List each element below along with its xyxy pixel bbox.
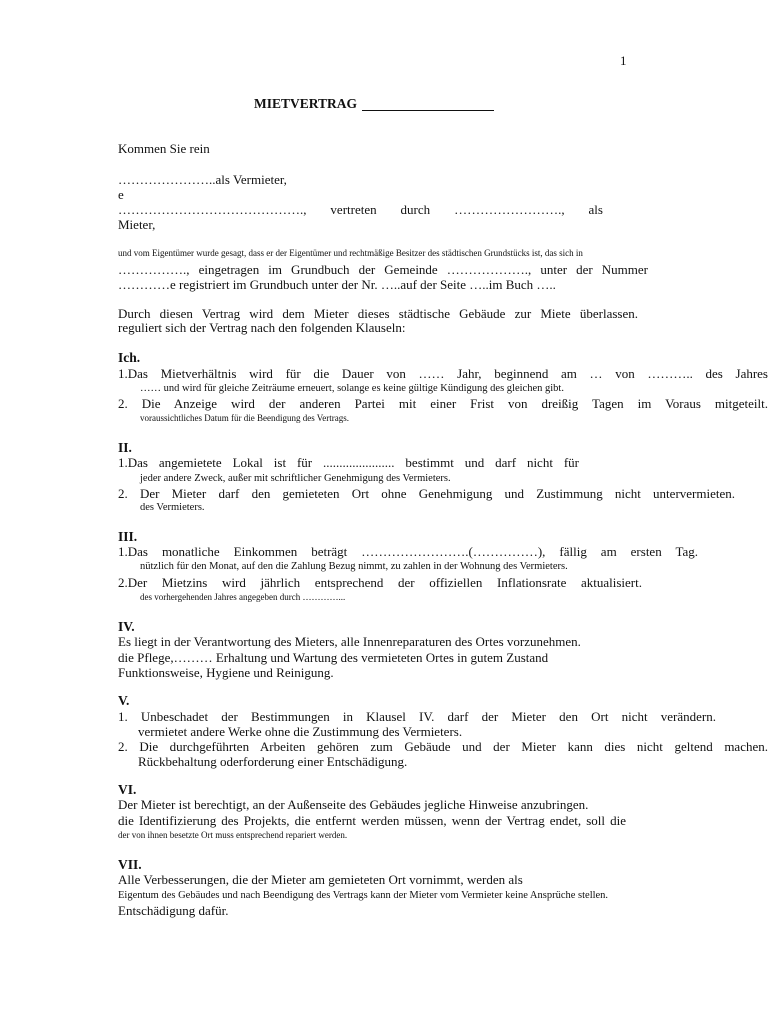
clause-6-line-1: Der Mieter ist berechtigt, an der Außenseite des Gebäudes jegliche Hinweise anzubringen. <box>118 797 589 812</box>
clause-5-line-4: Rückbehaltung oderforderung einer Entschädigung. <box>138 754 408 769</box>
clause-1-line-4: voraussichtliches Datum für die Beendigung des Vertrags. <box>140 413 350 423</box>
landlord-line: …………………..als Vermieter, <box>118 172 287 187</box>
clause-4-line-1: Es liegt in der Verantwortung des Mieters, alle Innenreparaturen des Ortes vorzunehmen. <box>118 634 581 649</box>
clause-2-line-3: 2. Der Mieter darf den gemieteten Ort ohne Genehmigung und Zustimmung nicht untervermieten. <box>118 486 735 501</box>
clause-2-line-4: des Vermieters. <box>140 502 205 513</box>
clause-2-heading: II. <box>118 440 132 455</box>
clause-3-line-3: 2.Der Mietzins wird jährlich entsprechend der offiziellen Inflationsrate aktualisiert. <box>118 575 642 590</box>
clause-5-heading: V. <box>118 693 130 708</box>
intro-line: Kommen Sie rein <box>118 141 210 156</box>
clause-6-line-2: die Identifizierung des Projekts, die entfernt werden müssen, wenn der Vertrag endet, soll die <box>118 813 626 828</box>
clause-7-line-3: Entschädigung dafür. <box>118 903 229 918</box>
by-word: durch <box>400 202 431 217</box>
page-number: 1 <box>620 53 627 68</box>
owner-statement: und vom Eigentümer wurde gesagt, dass er der Eigentümer und rechtmäßige Besitzer des städtischen Grundstücks ist, das sich in <box>118 248 583 258</box>
clause-4-line-3: Funktionsweise, Hygiene und Reinigung. <box>118 665 334 680</box>
clause-7-line-1: Alle Verbesserungen, die der Mieter am gemieteten Ort vornimmt, werden als <box>118 872 523 887</box>
rep-dots: ……………………., <box>454 202 565 217</box>
clause-3-line-2: nützlich für den Monat, auf den die Zahlung Bezug nimmt, zu zahlen in der Wohnung des Vermieters. <box>140 561 568 572</box>
title-underline <box>362 110 494 111</box>
clause-7-heading: VII. <box>118 857 142 872</box>
clause-5-line-1: 1. Unbeschadet der Bestimmungen in Klausel IV. darf der Mieter den Ort nicht verändern. <box>118 709 716 724</box>
clause-5-line-3: 2. Die durchgeführten Arbeiten gehören zum Gebäude und der Mieter kann dies nicht geltend machen. <box>118 739 768 754</box>
registry-line-2: …………e registriert im Grundbuch unter der Nr. …..auf der Seite …..im Buch ….. <box>118 277 556 292</box>
clause-2-line-1: 1.Das angemietete Lokal ist für ...................... bestimmt und darf nicht für <box>118 455 579 470</box>
clause-1-line-1: 1.Das Mietverhältnis wird für die Dauer von …… Jahr, beginnend am … von ……….. des Jahres <box>118 366 768 381</box>
clause-1-line-3: 2. Die Anzeige wird der anderen Partei mit einer Frist von dreißig Tagen im Voraus mitgeteilt. <box>118 396 768 411</box>
tenant-dots: ……………………………………., <box>118 202 307 217</box>
clause-5-line-2: vermietet andere Werke ohne die Zustimmung des Vermieters. <box>138 724 463 739</box>
clause-2-line-2: jeder andere Zweck, außer mit schriftlicher Genehmigung des Vermieters. <box>140 473 451 484</box>
contract-intro-1: Durch diesen Vertrag wird dem Mieter dieses städtische Gebäude zur Miete überlassen. <box>118 306 638 321</box>
clause-3-line-4: des vorhergehenden Jahres angegeben durch …………... <box>140 592 346 602</box>
represented-word: vertreten <box>330 202 377 217</box>
tenant-line <box>118 202 603 217</box>
clause-4-line-2: die Pflege,……… Erhaltung und Wartung des vermieteten Ortes in gutem Zustand <box>118 650 549 665</box>
clause-7-line-2: Eigentum des Gebäudes und nach Beendigung des Vertrags kann der Mieter vom Vermieter keine Ansprüche stellen. <box>118 890 609 901</box>
clause-4-heading: IV. <box>118 619 135 634</box>
and-line: e <box>118 187 124 202</box>
registry-line-1: ……………., eingetragen im Grundbuch der Gemeinde ………………., unter der Nummer <box>118 262 648 277</box>
as-word: als <box>588 202 603 217</box>
tenant-label: Mieter, <box>118 217 156 232</box>
clause-1-heading: Ich. <box>118 350 141 365</box>
clause-6-heading: VI. <box>118 782 137 797</box>
document-title: MIETVERTRAG <box>254 96 358 111</box>
clause-3-line-1: 1.Das monatliche Einkommen beträgt …………………….(……………), fällig am ersten Tag. <box>118 544 698 559</box>
contract-intro-2: reguliert sich der Vertrag nach den folgenden Klauseln: <box>118 320 406 335</box>
clause-6-line-3: der von ihnen besetzte Ort muss entsprechend repariert werden. <box>118 830 348 840</box>
clause-3-heading: III. <box>118 529 138 544</box>
clause-1-line-2: …… und wird für gleiche Zeiträume erneuert, solange es keine gültige Kündigung des gleichen gibt. <box>140 383 564 394</box>
